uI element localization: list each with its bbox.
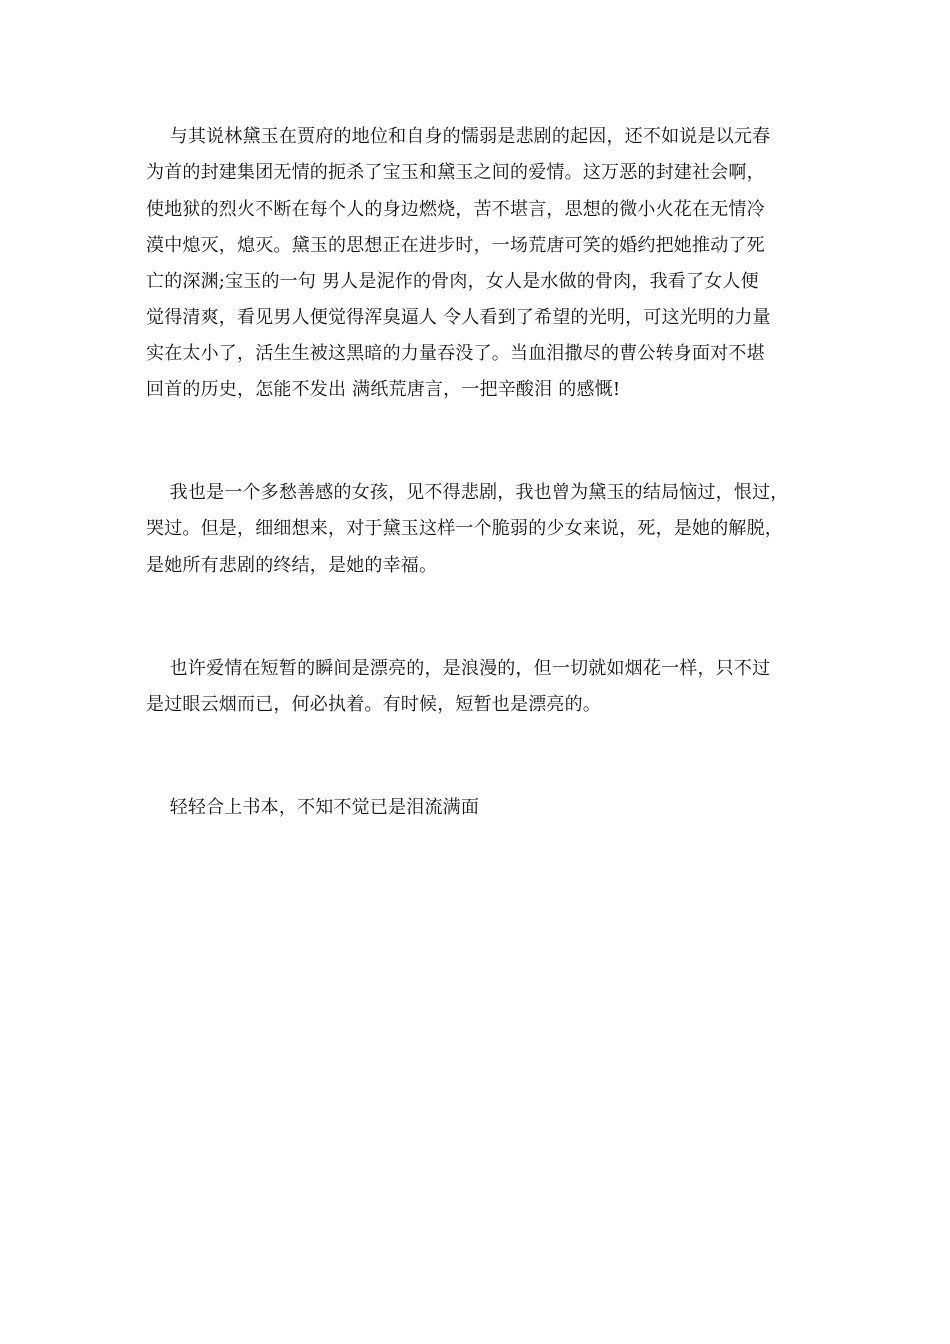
paragraph-1-line-5: 亡的深渊;宝玉的一句 男人是泥作的骨肉，女人是水做的骨肉，我看了女人便 xyxy=(146,271,759,292)
paragraph-1-line-4: 漠中熄灭，熄灭。黛玉的思想正在进步时，一场荒唐可笑的婚约把她推动了死 xyxy=(146,235,765,256)
paragraph-1-line-8: 回首的历史，怎能不发出 满纸荒唐言，一把辛酸泪 的感慨! xyxy=(146,379,621,400)
paragraph-2-line-2: 哭过。但是，细细想来，对于黛玉这样一个脆弱的少女来说，死，是她的解脱， xyxy=(146,518,783,539)
paragraph-4-line-1: 轻轻合上书本，不知不觉已是泪流满面 xyxy=(146,797,480,818)
paragraph-1-line-7: 实在太小了，活生生被这黑暗的力量吞没了。当血泪撒尽的曹公转身面对不堪 xyxy=(146,343,765,364)
paragraph-1-line-6: 觉得清爽，看见男人便觉得浑臭逼人 令人看到了希望的光明，可这光明的力量 xyxy=(146,307,771,328)
paragraph-2-line-1: 我也是一个多愁善感的女孩，见不得悲剧，我也曾为黛玉的结局恼过，恨过， xyxy=(146,482,789,503)
paragraph-3-line-2: 是过眼云烟而已，何必执着。有时候，短暂也是漂亮的。 xyxy=(146,694,601,715)
paragraph-2-line-3: 是她所有悲剧的终结，是她的幸福。 xyxy=(146,555,438,576)
paragraph-1-line-1: 与其说林黛玉在贾府的地位和自身的懦弱是悲剧的起因，还不如说是以元春 xyxy=(146,126,771,147)
paragraph-1-line-3: 使地狱的烈火不断在每个人的身边燃烧，苦不堪言，思想的微小火花在无情冷 xyxy=(146,199,765,220)
paragraph-3-line-1: 也许爱情在短暂的瞬间是漂亮的，是浪漫的，但一切就如烟花一样，只不过 xyxy=(146,658,771,679)
paragraph-1-line-2: 为首的封建集团无情的扼杀了宝玉和黛玉之间的爱情。这万恶的封建社会啊， xyxy=(146,162,765,183)
